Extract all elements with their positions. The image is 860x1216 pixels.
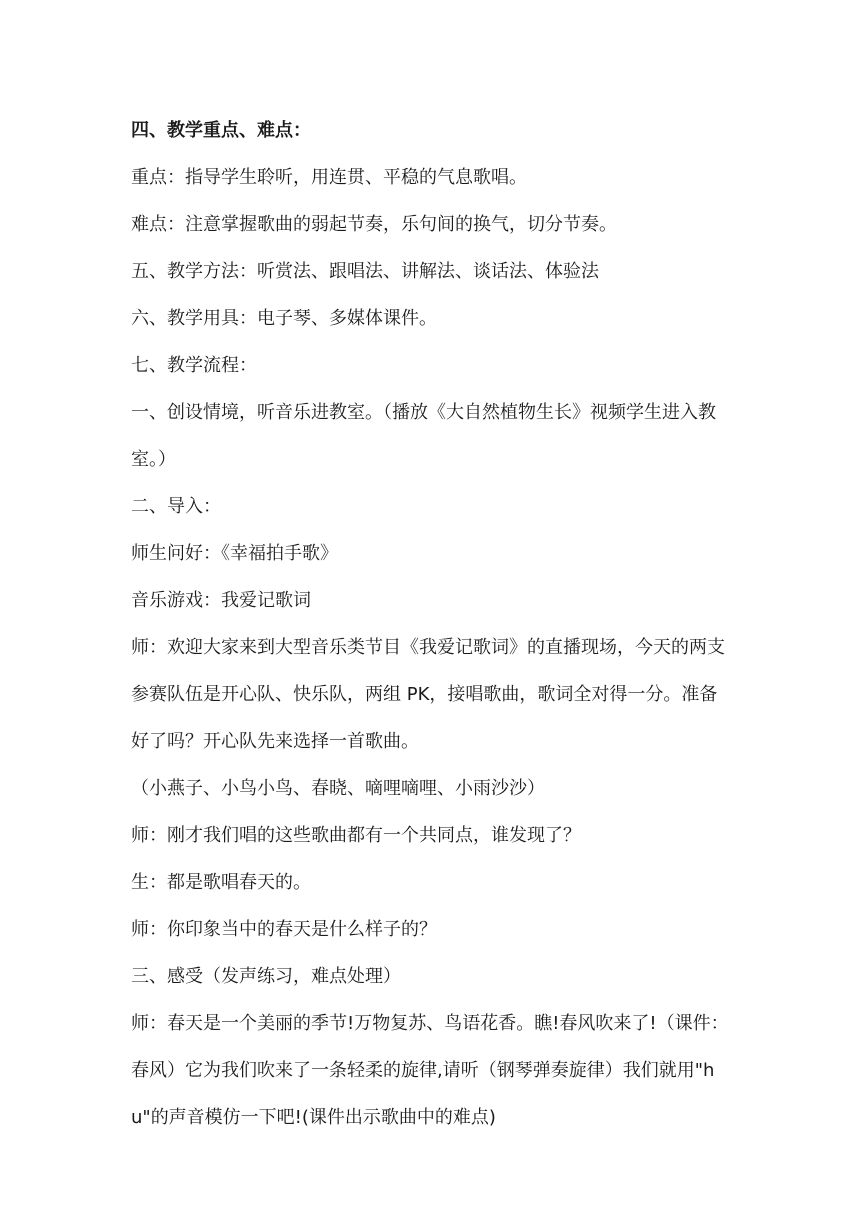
step-3-heading: 三、感受（发声练习，难点处理） [131,966,401,987]
section-4-heading: 四、教学重点、难点： [131,120,311,141]
teacher-question-paragraph: 师：刚才我们唱的这些歌曲都有一个共同点，谁发现了？ [131,825,581,846]
student-answer-paragraph: 生：都是歌唱春天的。 [131,872,311,893]
song-list-paragraph: （小燕子、小鸟小鸟、春晓、嘀哩嘀哩、小雨沙沙） [131,778,545,799]
music-game-paragraph: 音乐游戏：我爱记歌词 [131,590,311,611]
step-1-paragraph: 一、创设情境，听音乐进教室。（播放《大自然植物生长》视频学生进入教室。） [131,402,716,470]
step-2-heading: 二、导入： [131,496,221,517]
teacher-intro-paragraph: 师：欢迎大家来到大型音乐类节目《我爱记歌词》的直播现场，今天的两支参赛队伍是开心队、快乐队，两组 PK，接唱歌曲，歌词全对得一分。准备好了吗？开心队先来选择一首歌曲。 [131,637,725,752]
teacher-spring-paragraph: 师：春天是一个美丽的季节!万物复苏、鸟语花香。瞧!春风吹来了!（课件：春风）它为我们吹来了一条轻柔的旋律,请听（钢琴弹奏旋律）我们就用"hu"的声音模仿一下吧!(课件出示歌曲中的难点) [131,1013,729,1128]
teacher-question-2-paragraph: 师：你印象当中的春天是什么样子的？ [131,919,437,940]
greeting-paragraph: 师生问好：《幸福拍手歌》 [131,543,338,564]
difficult-point-paragraph: 难点：注意掌握歌曲的弱起节奏，乐句间的换气，切分节奏。 [131,214,617,235]
document-body [131,107,731,1141]
teaching-process-heading: 七、教学流程： [131,355,257,376]
key-point-paragraph: 重点：指导学生聆听，用连贯、平稳的气息歌唱。 [131,167,527,188]
teaching-tools-paragraph: 六、教学用具：电子琴、多媒体课件。 [131,308,437,329]
teaching-methods-paragraph: 五、教学方法：听赏法、跟唱法、讲解法、谈话法、体验法 [131,261,599,282]
